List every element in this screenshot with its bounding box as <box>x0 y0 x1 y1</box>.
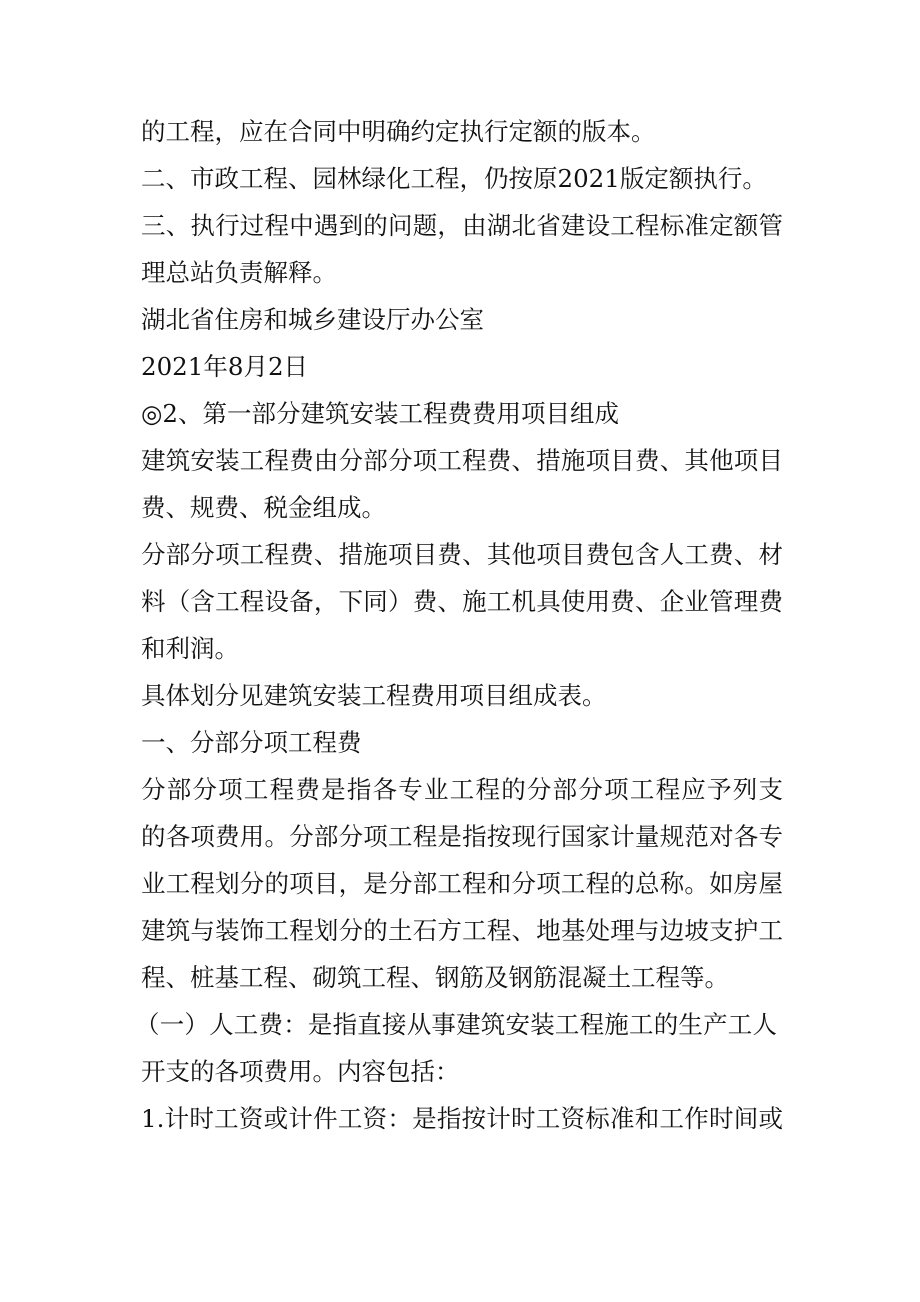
paragraph-line: 二、市政工程、园林绿化工程，仍按原2021版定额执行。 <box>141 164 767 193</box>
paragraph-line: 和利润。 <box>141 634 239 663</box>
paragraph-line: （一）人工费：是指直接从事建筑安装工程施工的生产工人 <box>135 1010 777 1039</box>
paragraph-line: 理总站负责解释。 <box>141 258 337 287</box>
paragraph-line: 的各项费用。分部分项工程是指按现行国家计量规范对各专 <box>141 822 783 851</box>
paragraph-line: 程、桩基工程、砌筑工程、钢筋及钢筋混凝土工程等。 <box>141 963 729 992</box>
paragraph-line: 业工程划分的项目，是分部工程和分项工程的总称。如房屋 <box>141 869 783 898</box>
paragraph-line: 分部分项工程费是指各专业工程的分部分项工程应予列支 <box>141 775 783 804</box>
paragraph-line: 1.计时工资或计件工资：是指按计时工资标准和工作时间或 <box>141 1104 783 1133</box>
paragraph-line: 具体划分见建筑安装工程费用项目组成表。 <box>141 681 607 710</box>
paragraph-line: 开支的各项费用。内容包括： <box>141 1057 460 1086</box>
signature-date: 2021年8月2日 <box>141 352 309 381</box>
paragraph-line: 分部分项工程费、措施项目费、其他项目费包含人工费、材 <box>141 540 783 569</box>
paragraph-line: 建筑安装工程费由分部分项工程费、措施项目费、其他项目 <box>141 446 783 475</box>
paragraph-line: 建筑与装饰工程划分的土石方工程、地基处理与边坡支护工 <box>141 916 783 945</box>
document-body <box>135 108 783 1142</box>
paragraph-line: 费、规费、税金组成。 <box>141 493 386 522</box>
paragraph-line: 料（含工程设备，下同）费、施工机具使用费、企业管理费 <box>141 587 783 616</box>
subsection-heading: 一、分部分项工程费 <box>141 728 362 757</box>
signature-org: 湖北省住房和城乡建设厅办公室 <box>141 305 484 334</box>
section-heading: ◎2、第一部分建筑安装工程费费用项目组成 <box>141 399 619 428</box>
paragraph-line: 的工程，应在合同中明确约定执行定额的版本。 <box>141 117 656 146</box>
paragraph-line: 三、执行过程中遇到的问题，由湖北省建设工程标准定额管 <box>141 211 783 240</box>
